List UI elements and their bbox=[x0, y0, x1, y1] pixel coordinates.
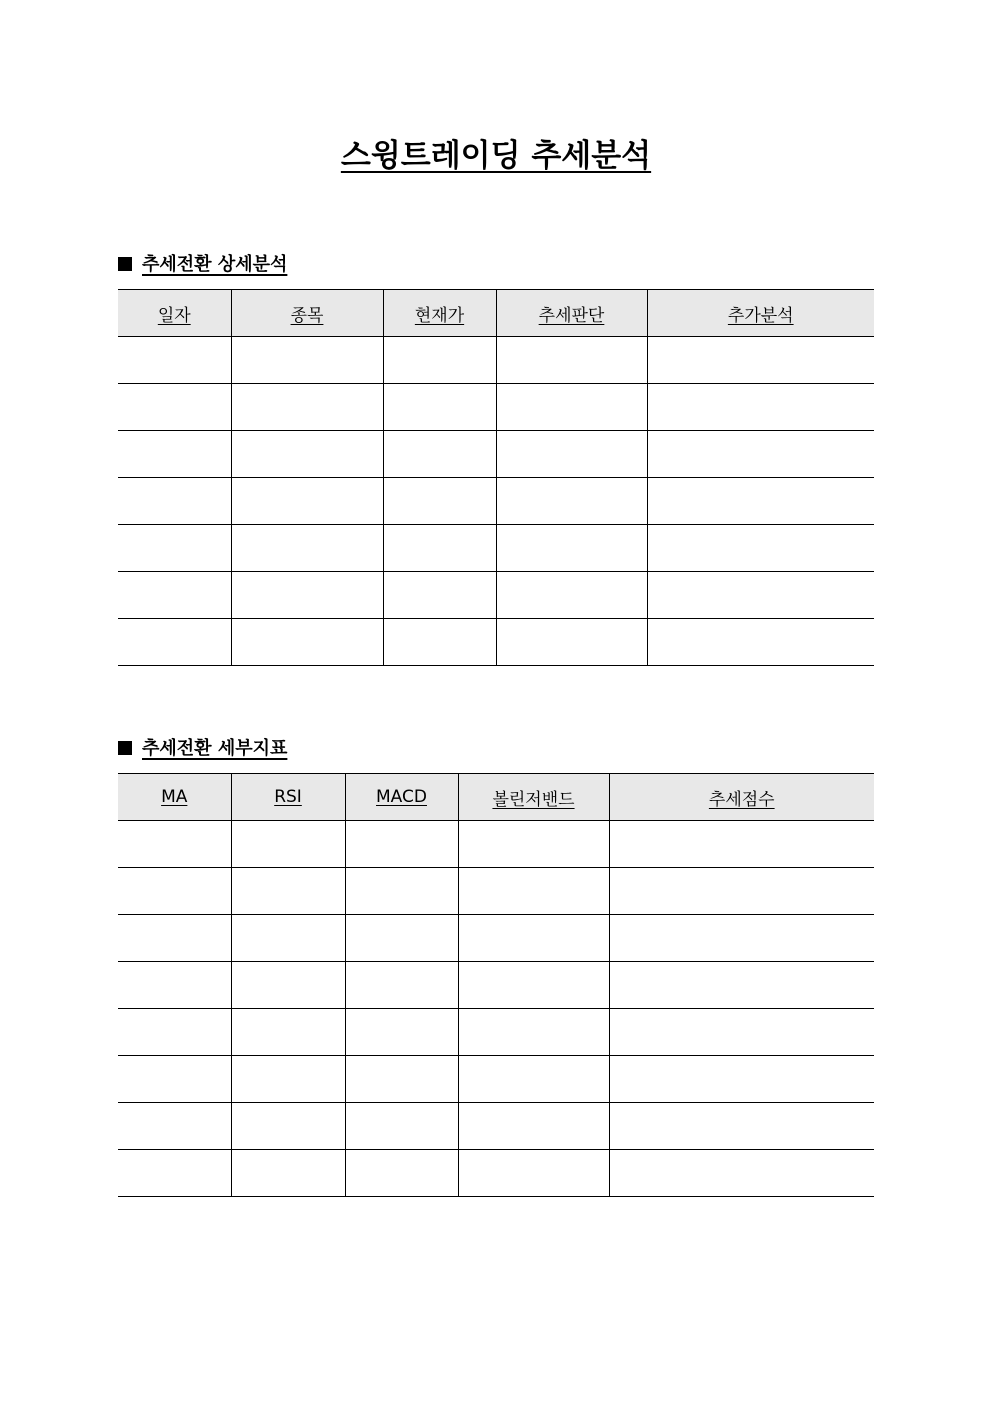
table-row bbox=[118, 1056, 874, 1103]
table-row bbox=[118, 572, 874, 619]
table-cell[interactable] bbox=[496, 572, 647, 619]
table-cell[interactable] bbox=[118, 384, 231, 431]
table-cell[interactable] bbox=[458, 1150, 609, 1197]
table-row bbox=[118, 868, 874, 915]
column-header-label: 추가분석 bbox=[727, 305, 794, 326]
table-cell[interactable] bbox=[383, 572, 496, 619]
table-cell[interactable] bbox=[231, 384, 383, 431]
column-header-stock bbox=[231, 290, 383, 337]
column-header-macd bbox=[345, 774, 458, 821]
column-header-label: MACD bbox=[376, 787, 427, 807]
table-cell[interactable] bbox=[383, 337, 496, 384]
column-header-label: 종목 bbox=[290, 305, 324, 326]
table-cell[interactable] bbox=[345, 962, 458, 1009]
table-cell[interactable] bbox=[647, 384, 874, 431]
page-title-text: 스윙트레이딩 추세분석 bbox=[340, 138, 652, 174]
table-cell[interactable] bbox=[496, 384, 647, 431]
table-cell[interactable] bbox=[231, 337, 383, 384]
section-heading-label: 추세전환 세부지표 bbox=[142, 738, 288, 759]
table-cell[interactable] bbox=[231, 821, 345, 868]
table-cell[interactable] bbox=[458, 868, 609, 915]
table-cell[interactable] bbox=[609, 1150, 874, 1197]
table-cell[interactable] bbox=[647, 572, 874, 619]
table-cell[interactable] bbox=[231, 431, 383, 478]
table-cell[interactable] bbox=[345, 915, 458, 962]
detail-analysis-body bbox=[118, 337, 874, 666]
table-cell[interactable] bbox=[647, 337, 874, 384]
table-cell[interactable] bbox=[383, 384, 496, 431]
table-cell[interactable] bbox=[458, 915, 609, 962]
table-cell[interactable] bbox=[118, 1056, 231, 1103]
table-cell[interactable] bbox=[118, 525, 231, 572]
table-cell[interactable] bbox=[231, 525, 383, 572]
table-cell[interactable] bbox=[231, 868, 345, 915]
table-cell[interactable] bbox=[383, 431, 496, 478]
table-cell[interactable] bbox=[118, 478, 231, 525]
table-cell[interactable] bbox=[496, 478, 647, 525]
column-header-current-price bbox=[383, 290, 496, 337]
table-cell[interactable] bbox=[609, 1056, 874, 1103]
table-cell[interactable] bbox=[345, 821, 458, 868]
column-header-trend-score bbox=[609, 774, 874, 821]
table-cell[interactable] bbox=[383, 619, 496, 666]
table-cell[interactable] bbox=[118, 821, 231, 868]
table-cell[interactable] bbox=[345, 1056, 458, 1103]
table-cell[interactable] bbox=[118, 431, 231, 478]
column-header-additional-analysis bbox=[647, 290, 874, 337]
table-cell[interactable] bbox=[231, 1009, 345, 1056]
table-cell[interactable] bbox=[231, 1103, 345, 1150]
table-cell[interactable] bbox=[118, 572, 231, 619]
table-cell[interactable] bbox=[231, 962, 345, 1009]
table-cell[interactable] bbox=[118, 619, 231, 666]
table-row bbox=[118, 525, 874, 572]
table-row bbox=[118, 915, 874, 962]
table-cell[interactable] bbox=[609, 962, 874, 1009]
table-cell[interactable] bbox=[231, 1150, 345, 1197]
column-header-label: 추세점수 bbox=[708, 789, 775, 810]
table-header-row bbox=[118, 290, 874, 337]
table-row bbox=[118, 821, 874, 868]
table-row bbox=[118, 337, 874, 384]
column-header-label: 볼린저밴드 bbox=[492, 789, 575, 810]
column-header-label: 추세판단 bbox=[538, 305, 605, 326]
table-row bbox=[118, 619, 874, 666]
table-cell[interactable] bbox=[647, 619, 874, 666]
table-row bbox=[118, 384, 874, 431]
table-row bbox=[118, 431, 874, 478]
table-header-row bbox=[118, 774, 874, 821]
square-bullet-icon bbox=[118, 741, 132, 755]
indicators-table bbox=[118, 773, 874, 1197]
table-cell[interactable] bbox=[496, 431, 647, 478]
table-cell[interactable] bbox=[118, 1103, 231, 1150]
detail-analysis-table bbox=[118, 289, 874, 666]
table-cell[interactable] bbox=[118, 1009, 231, 1056]
table-cell[interactable] bbox=[609, 915, 874, 962]
table-cell[interactable] bbox=[458, 821, 609, 868]
table-cell[interactable] bbox=[231, 1056, 345, 1103]
table-cell[interactable] bbox=[496, 619, 647, 666]
column-header-bollinger-band bbox=[458, 774, 609, 821]
table-cell[interactable] bbox=[647, 478, 874, 525]
table-cell[interactable] bbox=[345, 1103, 458, 1150]
table-cell[interactable] bbox=[609, 1009, 874, 1056]
table-cell[interactable] bbox=[345, 1009, 458, 1056]
table-cell[interactable] bbox=[231, 478, 383, 525]
table-cell[interactable] bbox=[231, 572, 383, 619]
section-heading-detail-analysis bbox=[118, 253, 287, 277]
table-cell[interactable] bbox=[458, 1103, 609, 1150]
table-cell[interactable] bbox=[118, 868, 231, 915]
table-cell[interactable] bbox=[231, 915, 345, 962]
column-header-label: MA bbox=[161, 787, 188, 807]
table-cell[interactable] bbox=[118, 337, 231, 384]
column-header-trend-judgment bbox=[496, 290, 647, 337]
table-cell[interactable] bbox=[609, 868, 874, 915]
table-row bbox=[118, 478, 874, 525]
table-row bbox=[118, 1009, 874, 1056]
table-cell[interactable] bbox=[609, 821, 874, 868]
square-bullet-icon bbox=[118, 257, 132, 271]
table-row bbox=[118, 1150, 874, 1197]
table-cell[interactable] bbox=[345, 868, 458, 915]
column-header-label: 현재가 bbox=[414, 305, 465, 326]
table-cell[interactable] bbox=[458, 1009, 609, 1056]
indicators-body bbox=[118, 821, 874, 1197]
section-heading-label: 추세전환 상세분석 bbox=[142, 254, 288, 275]
column-header-label: 일자 bbox=[157, 305, 191, 326]
table-cell[interactable] bbox=[496, 337, 647, 384]
table-cell[interactable] bbox=[458, 962, 609, 1009]
table-cell[interactable] bbox=[118, 915, 231, 962]
page-title bbox=[0, 134, 992, 178]
table-cell[interactable] bbox=[647, 525, 874, 572]
table-cell[interactable] bbox=[496, 525, 647, 572]
table-cell[interactable] bbox=[458, 1056, 609, 1103]
table-cell[interactable] bbox=[609, 1103, 874, 1150]
table-cell[interactable] bbox=[383, 478, 496, 525]
table-cell[interactable] bbox=[647, 431, 874, 478]
table-cell[interactable] bbox=[118, 1150, 231, 1197]
column-header-ma bbox=[118, 774, 231, 821]
column-header-rsi bbox=[231, 774, 345, 821]
table-row bbox=[118, 1103, 874, 1150]
column-header-label: RSI bbox=[274, 787, 302, 807]
table-cell[interactable] bbox=[231, 619, 383, 666]
table-cell[interactable] bbox=[118, 962, 231, 1009]
section-heading-indicators bbox=[118, 737, 287, 761]
column-header-date bbox=[118, 290, 231, 337]
table-cell[interactable] bbox=[345, 1150, 458, 1197]
table-row bbox=[118, 962, 874, 1009]
table-cell[interactable] bbox=[383, 525, 496, 572]
